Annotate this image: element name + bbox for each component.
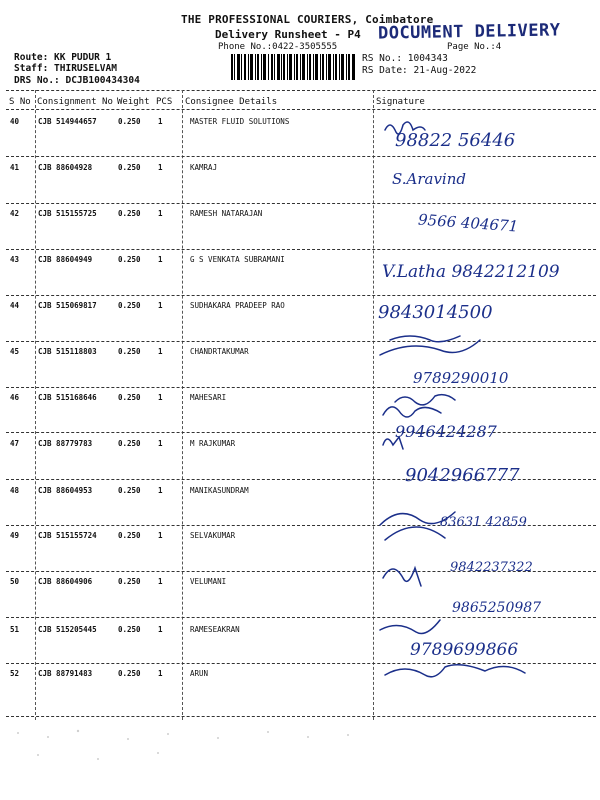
row-pcs: 1: [158, 625, 163, 634]
row-consignee: RAMESEAKRAN: [190, 625, 240, 634]
row-sno: 47: [10, 439, 20, 448]
signature-text: 9789699866: [410, 640, 519, 660]
col-pcs: PCS: [156, 97, 173, 107]
row-weight: 0.250: [118, 531, 141, 540]
row-weight: 0.250: [118, 117, 141, 126]
row-sno: 49: [10, 531, 20, 540]
staff-label: Staff: THIRUSELVAM: [14, 63, 117, 74]
row-sno: 44: [10, 301, 20, 310]
row-consignee: SUDHAKARA PRADEEP RAO: [190, 301, 285, 310]
col-consignee: Consignee Details: [185, 97, 278, 107]
row-consignment: CJB 515168646: [38, 393, 97, 402]
row-consignment: CJB 88604928: [38, 163, 93, 172]
row-pcs: 1: [158, 393, 163, 402]
column-divider: [35, 90, 36, 720]
row-sno: 42: [10, 209, 20, 218]
column-divider: [182, 90, 183, 720]
row-consignee: MANIKASUNDRAM: [190, 486, 249, 495]
row-consignment: CJB 88604906: [38, 577, 93, 586]
row-sno: 50: [10, 577, 20, 586]
col-consignment: Consignment No: [37, 97, 113, 107]
phone-number: Phone No.:0422-3505555: [218, 42, 338, 52]
row-sno: 45: [10, 347, 20, 356]
document-delivery-stamp: DOCUMENT DELIVERY: [377, 20, 561, 44]
row-weight: 0.250: [118, 393, 141, 402]
row-weight: 0.250: [118, 255, 141, 264]
row-pcs: 1: [158, 301, 163, 310]
row-sno: 41: [10, 163, 20, 172]
signature-text: 9843014500: [378, 302, 493, 323]
route-label: Route: KK PUDUR 1: [14, 52, 112, 63]
row-pcs: 1: [158, 531, 163, 540]
row-consignee: ARUN: [190, 669, 209, 678]
row-sno: 43: [10, 255, 20, 264]
signature-text: 9789290010: [413, 369, 509, 387]
row-pcs: 1: [158, 669, 163, 678]
row-consignment: CJB 515205445: [38, 625, 97, 634]
row-weight: 0.250: [118, 625, 141, 634]
row-consignee: VELUMANI: [190, 577, 227, 586]
scan-noise: [8, 725, 368, 785]
header-top-rule: [6, 90, 596, 91]
signature-text: 9042966777: [405, 465, 520, 486]
row-consignee: G S VENKATA SUBRAMANI: [190, 255, 285, 264]
col-signature: Signature: [376, 97, 425, 107]
row-sno: 40: [10, 117, 20, 126]
drs-number: DRS No.: DCJB100434304: [14, 75, 140, 86]
signature-text: 9865250987: [452, 600, 542, 616]
row-consignment: CJB 88604949: [38, 255, 93, 264]
row-weight: 0.250: [118, 669, 141, 678]
row-consignee: SELVAKUMAR: [190, 531, 236, 540]
row-pcs: 1: [158, 117, 163, 126]
signature-text: 9946424287: [395, 422, 497, 441]
row-consignment: CJB 515155725: [38, 209, 97, 218]
row-consignee: RAMESH NATARAJAN: [190, 209, 263, 218]
row-sno: 48: [10, 486, 20, 495]
signature-text: 83631 42859: [440, 515, 527, 530]
row-pcs: 1: [158, 347, 163, 356]
row-weight: 0.250: [118, 163, 141, 172]
signature-text: V.Latha 9842212109: [382, 262, 560, 282]
row-consignee: M RAJKUMAR: [190, 439, 236, 448]
rs-number: RS No.: 1004343: [362, 53, 448, 64]
row-weight: 0.250: [118, 577, 141, 586]
row-consignee: CHANDRTAKUMAR: [190, 347, 249, 356]
row-pcs: 1: [158, 439, 163, 448]
row-consignment: CJB 88791483: [38, 669, 93, 678]
row-weight: 0.250: [118, 486, 141, 495]
row-pcs: 1: [158, 486, 163, 495]
col-sno: S No: [9, 97, 31, 107]
col-weight: Weight: [117, 97, 150, 107]
signature-text: 9566 404671: [417, 210, 519, 236]
signature-text: 98822 56446: [395, 130, 516, 151]
row-consignment: CJB 515069817: [38, 301, 97, 310]
column-divider: [373, 90, 374, 720]
row-pcs: 1: [158, 255, 163, 264]
row-weight: 0.250: [118, 301, 141, 310]
row-consignment: CJB 515155724: [38, 531, 97, 540]
row-weight: 0.250: [118, 209, 141, 218]
signature-text: S.Aravind: [392, 170, 466, 188]
row-consignment: CJB 515118803: [38, 347, 97, 356]
runsheet-title: Delivery Runsheet - P4: [215, 28, 361, 41]
row-pcs: 1: [158, 163, 163, 172]
row-sno: 51: [10, 625, 20, 634]
company-title: THE PROFESSIONAL COURIERS, Coimbatore: [181, 13, 434, 26]
page-number: Page No.:4: [447, 42, 502, 52]
row-consignee: KAMRAJ: [190, 163, 218, 172]
row-rule: [6, 716, 596, 717]
rs-date: RS Date: 21-Aug-2022: [362, 65, 477, 76]
row-sno: 52: [10, 669, 20, 678]
row-consignee: MAHESARI: [190, 393, 227, 402]
row-consignee: MASTER FLUID SOLUTIONS: [190, 117, 290, 126]
row-weight: 0.250: [118, 347, 141, 356]
row-consignment: CJB 88779783: [38, 439, 93, 448]
barcode-icon: [231, 54, 355, 80]
row-pcs: 1: [158, 209, 163, 218]
row-weight: 0.250: [118, 439, 141, 448]
signature-text: 9842237322: [450, 560, 533, 575]
row-pcs: 1: [158, 577, 163, 586]
row-sno: 46: [10, 393, 20, 402]
signature-scribbles: [375, 110, 595, 710]
row-consignment: CJB 88604953: [38, 486, 93, 495]
row-consignment: CJB 514944657: [38, 117, 97, 126]
